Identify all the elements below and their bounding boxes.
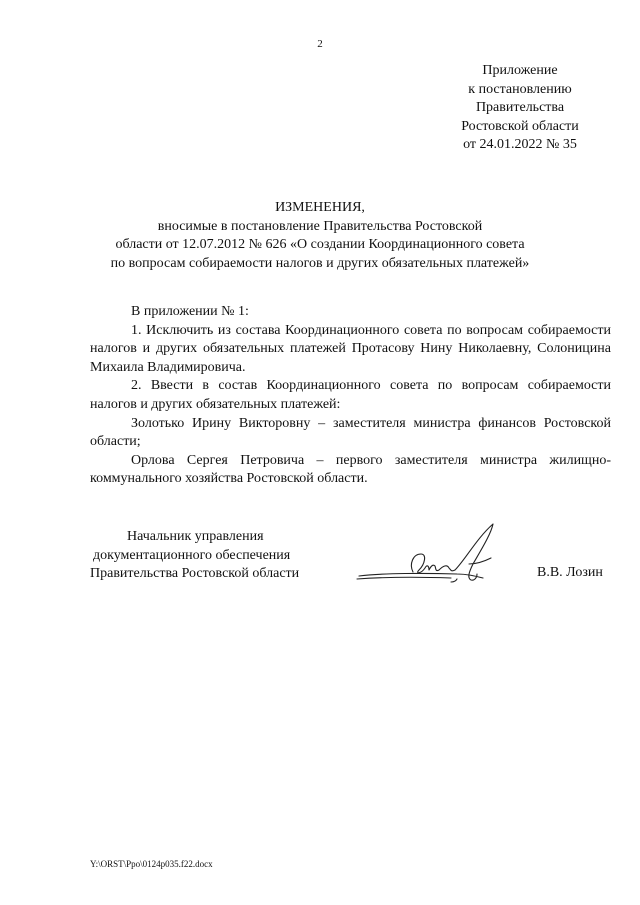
appendix-block — [420, 62, 620, 155]
signatory-name: В.В. Лозин — [537, 565, 603, 580]
title-line: области от 12.07.2012 № 626 «О создании Координационного совета — [115, 237, 525, 253]
file-path: Y:\ORST\Ppo\0124p035.f22.docx — [90, 859, 213, 869]
body-paragraph: 2. Ввести в состав Координационного совета по вопросам собираемости налогов и других обязательных платежей: — [90, 378, 611, 412]
handwritten-signature — [355, 520, 505, 590]
document-title — [60, 199, 580, 273]
title-line: вносимые в постановление Правительства Ростовской — [157, 218, 483, 234]
signatory-title-line: Правительства Ростовской области — [90, 566, 300, 582]
body-paragraph: Орлова Сергея Петровича – первого заместителя министра жилищно-коммунального хозяйства Ростовской области. — [90, 452, 611, 487]
page-number: 2 — [317, 38, 323, 50]
appendix-line: к постановлению — [468, 81, 572, 97]
appendix-line: Правительства — [475, 100, 565, 116]
appendix-line: от 24.01.2022 № 35 — [463, 137, 577, 153]
signatory-title-line: Начальник управления — [127, 529, 264, 544]
title-heading: ИЗМЕНЕНИЯ, — [275, 200, 365, 215]
body-paragraph: Золотько Ирину Викторовну – заместителя министра финансов Ростовской области; — [90, 415, 611, 450]
signatory-title-line: документационного обеспечения — [93, 547, 291, 563]
body-paragraph: 1. Исключить из состава Координационного совета по вопросам собираемости налогов и других обязательных платежей Протасову Нину Николаевну, Солоницина Михаила Владимировича. — [90, 322, 611, 375]
appendix-line: Ростовской области — [461, 118, 579, 134]
title-line: по вопросам собираемости налогов и других обязательных платежей» — [110, 255, 530, 271]
document-body — [90, 303, 611, 489]
appendix-line: Приложение — [482, 63, 558, 78]
signatory-title — [90, 528, 330, 584]
body-paragraph: В приложении № 1: — [131, 304, 249, 319]
